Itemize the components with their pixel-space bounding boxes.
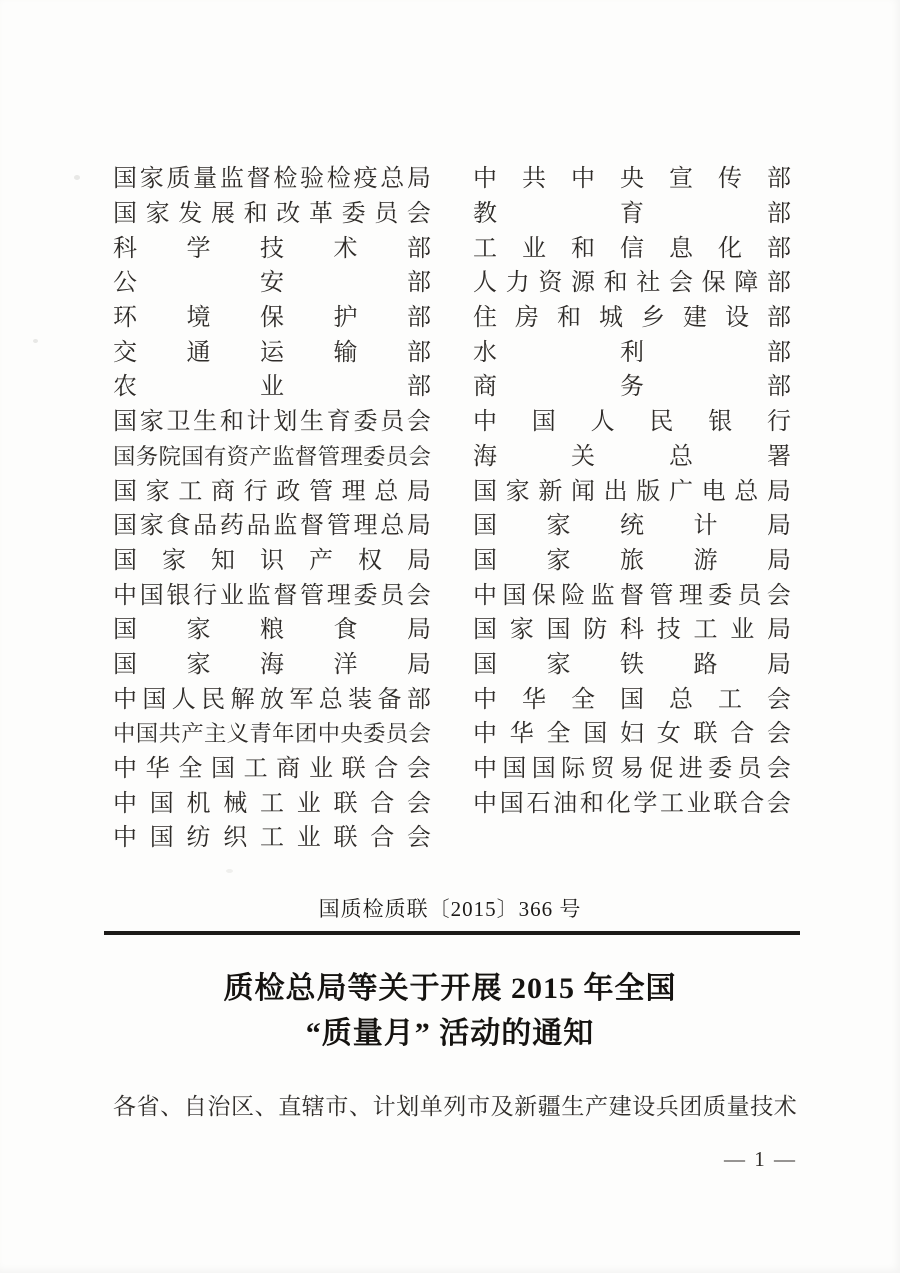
- scan-artifact-speck: [74, 175, 80, 180]
- scan-artifact-speck: [33, 339, 38, 343]
- org-item: 中 国 人 民 解 放 军 总 装 备 部: [113, 686, 431, 713]
- org-item: 公 安 部: [113, 270, 431, 297]
- document-title-line-1: 质检总局等关于开展 2015 年全国: [223, 972, 677, 1005]
- org-item: 工 业 和 信 息 化 部: [473, 235, 791, 262]
- org-item: 交 通 运 输 部: [113, 339, 431, 366]
- org-item: 中 国 银 行 业 监 督 管 理 委 员 会: [113, 582, 431, 609]
- document-number: 国质检质联〔2015〕366 号: [318, 897, 582, 921]
- org-item: 国 家 卫 生 和 计 划 生 育 委 员 会: [113, 409, 431, 436]
- org-column-right: [473, 162, 791, 821]
- org-item: 国 家 工 商 行 政 管 理 总 局: [113, 478, 431, 505]
- org-item: 国 家 粮 食 局: [113, 617, 431, 644]
- org-item: 商 务 部: [473, 374, 791, 401]
- org-item: 农 业 部: [113, 374, 431, 401]
- header-divider-rule: [104, 931, 800, 935]
- org-item: 海 关 总 署: [473, 443, 791, 470]
- org-item: 国 家 食 品 药 品 监 督 管 理 总 局: [113, 513, 431, 540]
- page-number: — 1 —: [724, 1147, 797, 1171]
- org-item: 中 国 共 产 主 义 青 年 团 中 央 委 员 会: [113, 721, 431, 747]
- org-item: 国 家 知 识 产 权 局: [113, 547, 431, 574]
- org-item: 国 家 新 闻 出 版 广 电 总 局: [473, 478, 791, 505]
- org-item: 水 利 部: [473, 339, 791, 366]
- org-item: 中 国 国 际 贸 易 促 进 委 员 会: [473, 756, 791, 783]
- org-item: 中 国 石 油 和 化 学 工 业 联 合 会: [473, 790, 791, 817]
- org-item: 中 华 全 国 工 商 业 联 合 会: [113, 756, 431, 783]
- org-item: 中 华 全 国 总 工 会: [473, 686, 791, 713]
- org-item: 国 家 质 量 监 督 检 验 检 疫 总 局: [113, 166, 431, 193]
- org-item: 国 家 发 展 和 改 革 委 员 会: [113, 201, 431, 228]
- org-item: 国 家 旅 游 局: [473, 547, 791, 574]
- org-item: 环 境 保 护 部: [113, 305, 431, 332]
- org-item: 中 国 保 险 监 督 管 理 委 员 会: [473, 582, 791, 609]
- org-item: 中 共 中 央 宣 传 部: [473, 166, 791, 193]
- scan-artifact-speck: [226, 869, 233, 873]
- org-item: 国 家 铁 路 局: [473, 651, 791, 678]
- org-item: 国 家 海 洋 局: [113, 651, 431, 678]
- org-item: 住 房 和 城 乡 建 设 部: [473, 305, 791, 332]
- org-item: 科 学 技 术 部: [113, 235, 431, 262]
- document-title: [0, 966, 900, 1056]
- org-item: 中 国 纺 织 工 业 联 合 会: [113, 825, 431, 852]
- org-item: 中 国 人 民 银 行: [473, 409, 791, 436]
- org-item: 人 力 资 源 和 社 会 保 障 部: [473, 270, 791, 297]
- org-item: 国 家 国 防 科 技 工 业 局: [473, 617, 791, 644]
- org-item: 国 务 院 国 有 资 产 监 督 管 理 委 员 会: [113, 443, 431, 469]
- org-item: 国 家 统 计 局: [473, 513, 791, 540]
- org-column-left: [113, 162, 431, 856]
- org-item: 中 国 机 械 工 业 联 合 会: [113, 790, 431, 817]
- org-item: 中 华 全 国 妇 女 联 合 会: [473, 721, 791, 748]
- salutation-line: 各省、自治区、直辖市、计划单列市及新疆生产建设兵团质量技术: [113, 1094, 798, 1119]
- document-title-line-2: “质量月” 活动的通知: [305, 1017, 595, 1050]
- org-item: 教 育 部: [473, 201, 791, 228]
